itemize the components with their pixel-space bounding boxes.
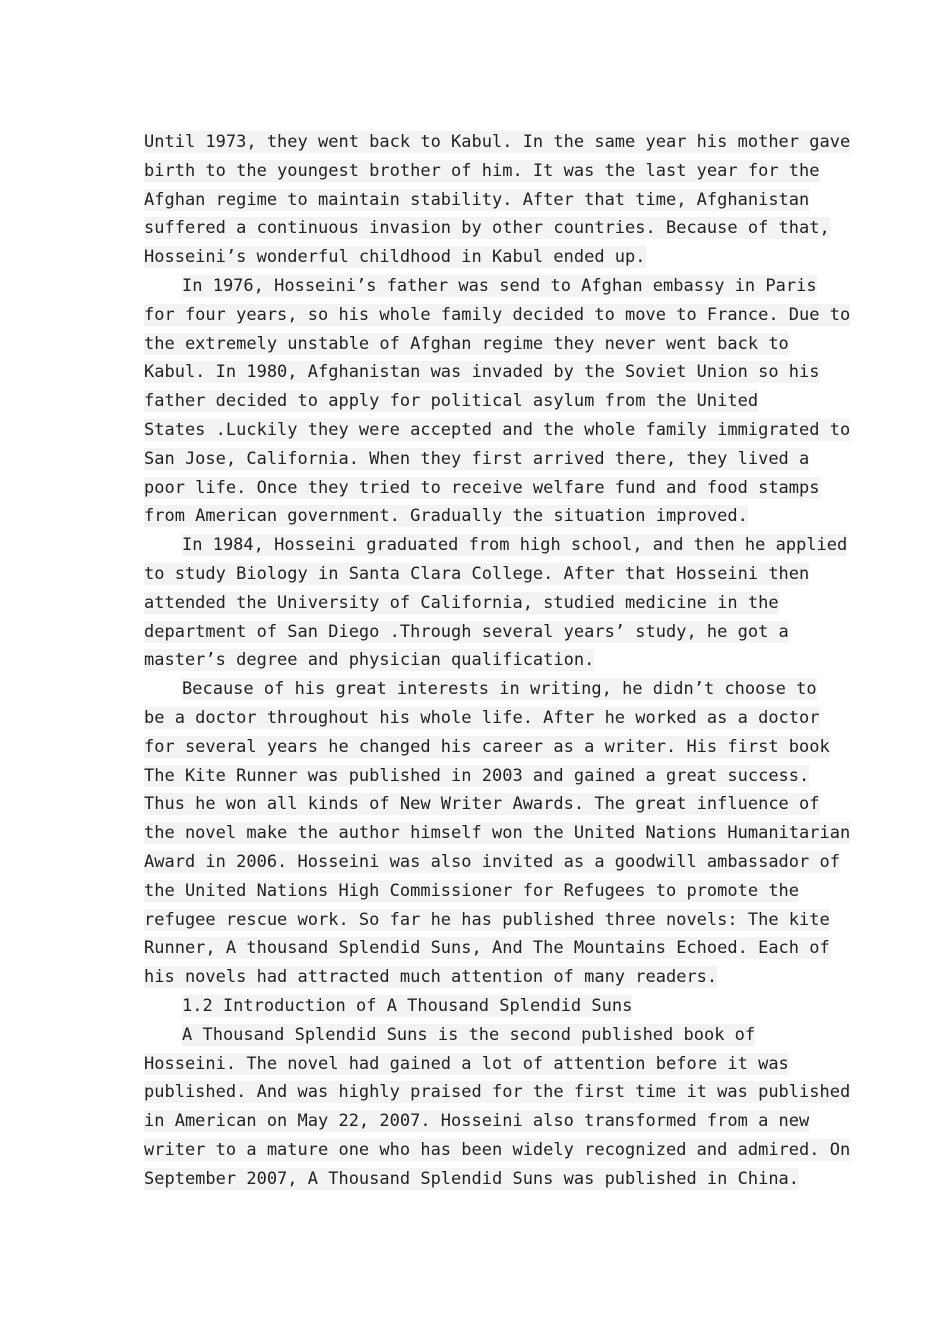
text-line: [144, 416, 851, 445]
text-line-content: Hosseini. The novel had gained a lot of attention before it was: [144, 1053, 789, 1074]
text-line-content: Award in 2006. Hosseini was also invited as a goodwill ambassador of: [144, 851, 840, 872]
text-line-content: father decided to apply for political asylum from the United: [144, 391, 759, 412]
text-line: [144, 157, 820, 186]
text-line-content: Until 1973, they went back to Kabul. In the same year his mother gave: [144, 132, 851, 152]
text-line-content: in American on May 22, 2007. Hosseini also transformed from a new: [144, 1111, 810, 1132]
text-line: [144, 589, 809, 618]
text-line: [144, 1021, 809, 1050]
text-line: [144, 646, 809, 675]
text-line-content: 1.2 Introduction of A Thousand Splendid Suns: [182, 995, 633, 1016]
text-line: [144, 272, 817, 301]
text-line-content: the novel make the author himself won the United Nations Humanitarian: [144, 823, 851, 844]
text-line: [144, 618, 809, 647]
text-line: [144, 992, 809, 1021]
text-line: [144, 1165, 809, 1194]
text-line: [144, 330, 809, 359]
text-line-content: to study Biology in Santa Clara College. After that Hosseini then: [144, 563, 810, 584]
text-line: [144, 675, 817, 704]
text-line: [144, 819, 851, 848]
text-line: [144, 906, 830, 935]
text-line: [144, 387, 809, 416]
text-line-content: the extremely unstable of Afghan regime they never went back to: [144, 333, 789, 354]
text-line: [144, 358, 820, 387]
text-line: [144, 848, 840, 877]
text-line-content: master’s degree and physician qualification.: [144, 650, 595, 671]
text-line-content: department of San Diego .Through several years’ study, he got a: [144, 621, 789, 642]
text-line-content: birth to the youngest brother of him. It was the last year for the: [144, 160, 820, 181]
text-line-content: refugee rescue work. So far he has published three novels: The kite: [144, 909, 830, 930]
text-line-content: his novels had attracted much attention of many readers.: [144, 967, 718, 988]
text-line: [144, 762, 809, 791]
text-line: [144, 877, 809, 906]
text-line-content: Kabul. In 1980, Afghanistan was invaded by the Soviet Union so his: [144, 362, 820, 383]
text-line: [144, 445, 809, 474]
text-line-content: Afghan regime to maintain stability. After that time, Afghanistan: [144, 189, 810, 210]
text-line-content: In 1984, Hosseini graduated from high school, and then he applied: [182, 535, 848, 556]
text-line: [144, 560, 809, 589]
text-line-content: States .Luckily they were accepted and the whole family immigrated to: [144, 419, 851, 440]
text-line: [144, 243, 809, 272]
text-line-content: the United Nations High Commissioner for Refugees to promote the: [144, 880, 800, 901]
text-line-content: published. And was highly praised for the first time it was published: [144, 1082, 851, 1103]
text-line: [144, 733, 830, 762]
text-line: [144, 1050, 809, 1079]
text-line-content: San Jose, California. When they first arrived there, they lived a: [144, 448, 810, 469]
document-body: [144, 128, 851, 1193]
text-line: [144, 934, 830, 963]
text-line-content: for several years he changed his career as a writer. His first book: [144, 736, 830, 757]
text-line: [144, 128, 851, 157]
text-line-content: writer to a mature one who has been widely recognized and admired. On: [144, 1139, 851, 1160]
text-line-content: attended the University of California, studied medicine in the: [144, 592, 779, 613]
text-line: [144, 186, 809, 215]
text-line: [144, 704, 820, 733]
text-line: [144, 502, 809, 531]
text-line: [144, 531, 848, 560]
text-line: [144, 214, 830, 243]
text-line-content: Thus he won all kinds of New Writer Awards. The great influence of: [144, 794, 820, 815]
text-line-content: suffered a continuous invasion by other countries. Because of that,: [144, 218, 830, 239]
text-line-content: poor life. Once they tried to receive welfare fund and food stamps: [144, 477, 820, 498]
text-line: [144, 1078, 851, 1107]
text-line-content: be a doctor throughout his whole life. After he worked as a doctor: [144, 707, 820, 728]
text-line-content: for four years, so his whole family decided to move to France. Due to: [144, 304, 851, 325]
text-line: [144, 1136, 851, 1165]
text-line-content: A Thousand Splendid Suns is the second published book of: [182, 1024, 756, 1045]
text-line: [144, 963, 809, 992]
text-line-content: The Kite Runner was published in 2003 and gained a great success.: [144, 765, 810, 786]
text-line-content: Hosseini’s wonderful childhood in Kabul ended up.: [144, 247, 646, 268]
text-line-content: from American government. Gradually the situation improved.: [144, 506, 748, 527]
text-line-content: Runner, A thousand Splendid Suns, And The Mountains Echoed. Each of: [144, 938, 830, 959]
text-line: [144, 790, 820, 819]
text-line: [144, 474, 820, 503]
text-line: [144, 1107, 809, 1136]
text-line-content: September 2007, A Thousand Splendid Suns was published in China.: [144, 1168, 800, 1189]
text-line: [144, 301, 851, 330]
text-line-content: Because of his great interests in writing, he didn’t choose to: [182, 679, 817, 700]
text-line-content: In 1976, Hosseini’s father was send to Afghan embassy in Paris: [182, 275, 817, 296]
